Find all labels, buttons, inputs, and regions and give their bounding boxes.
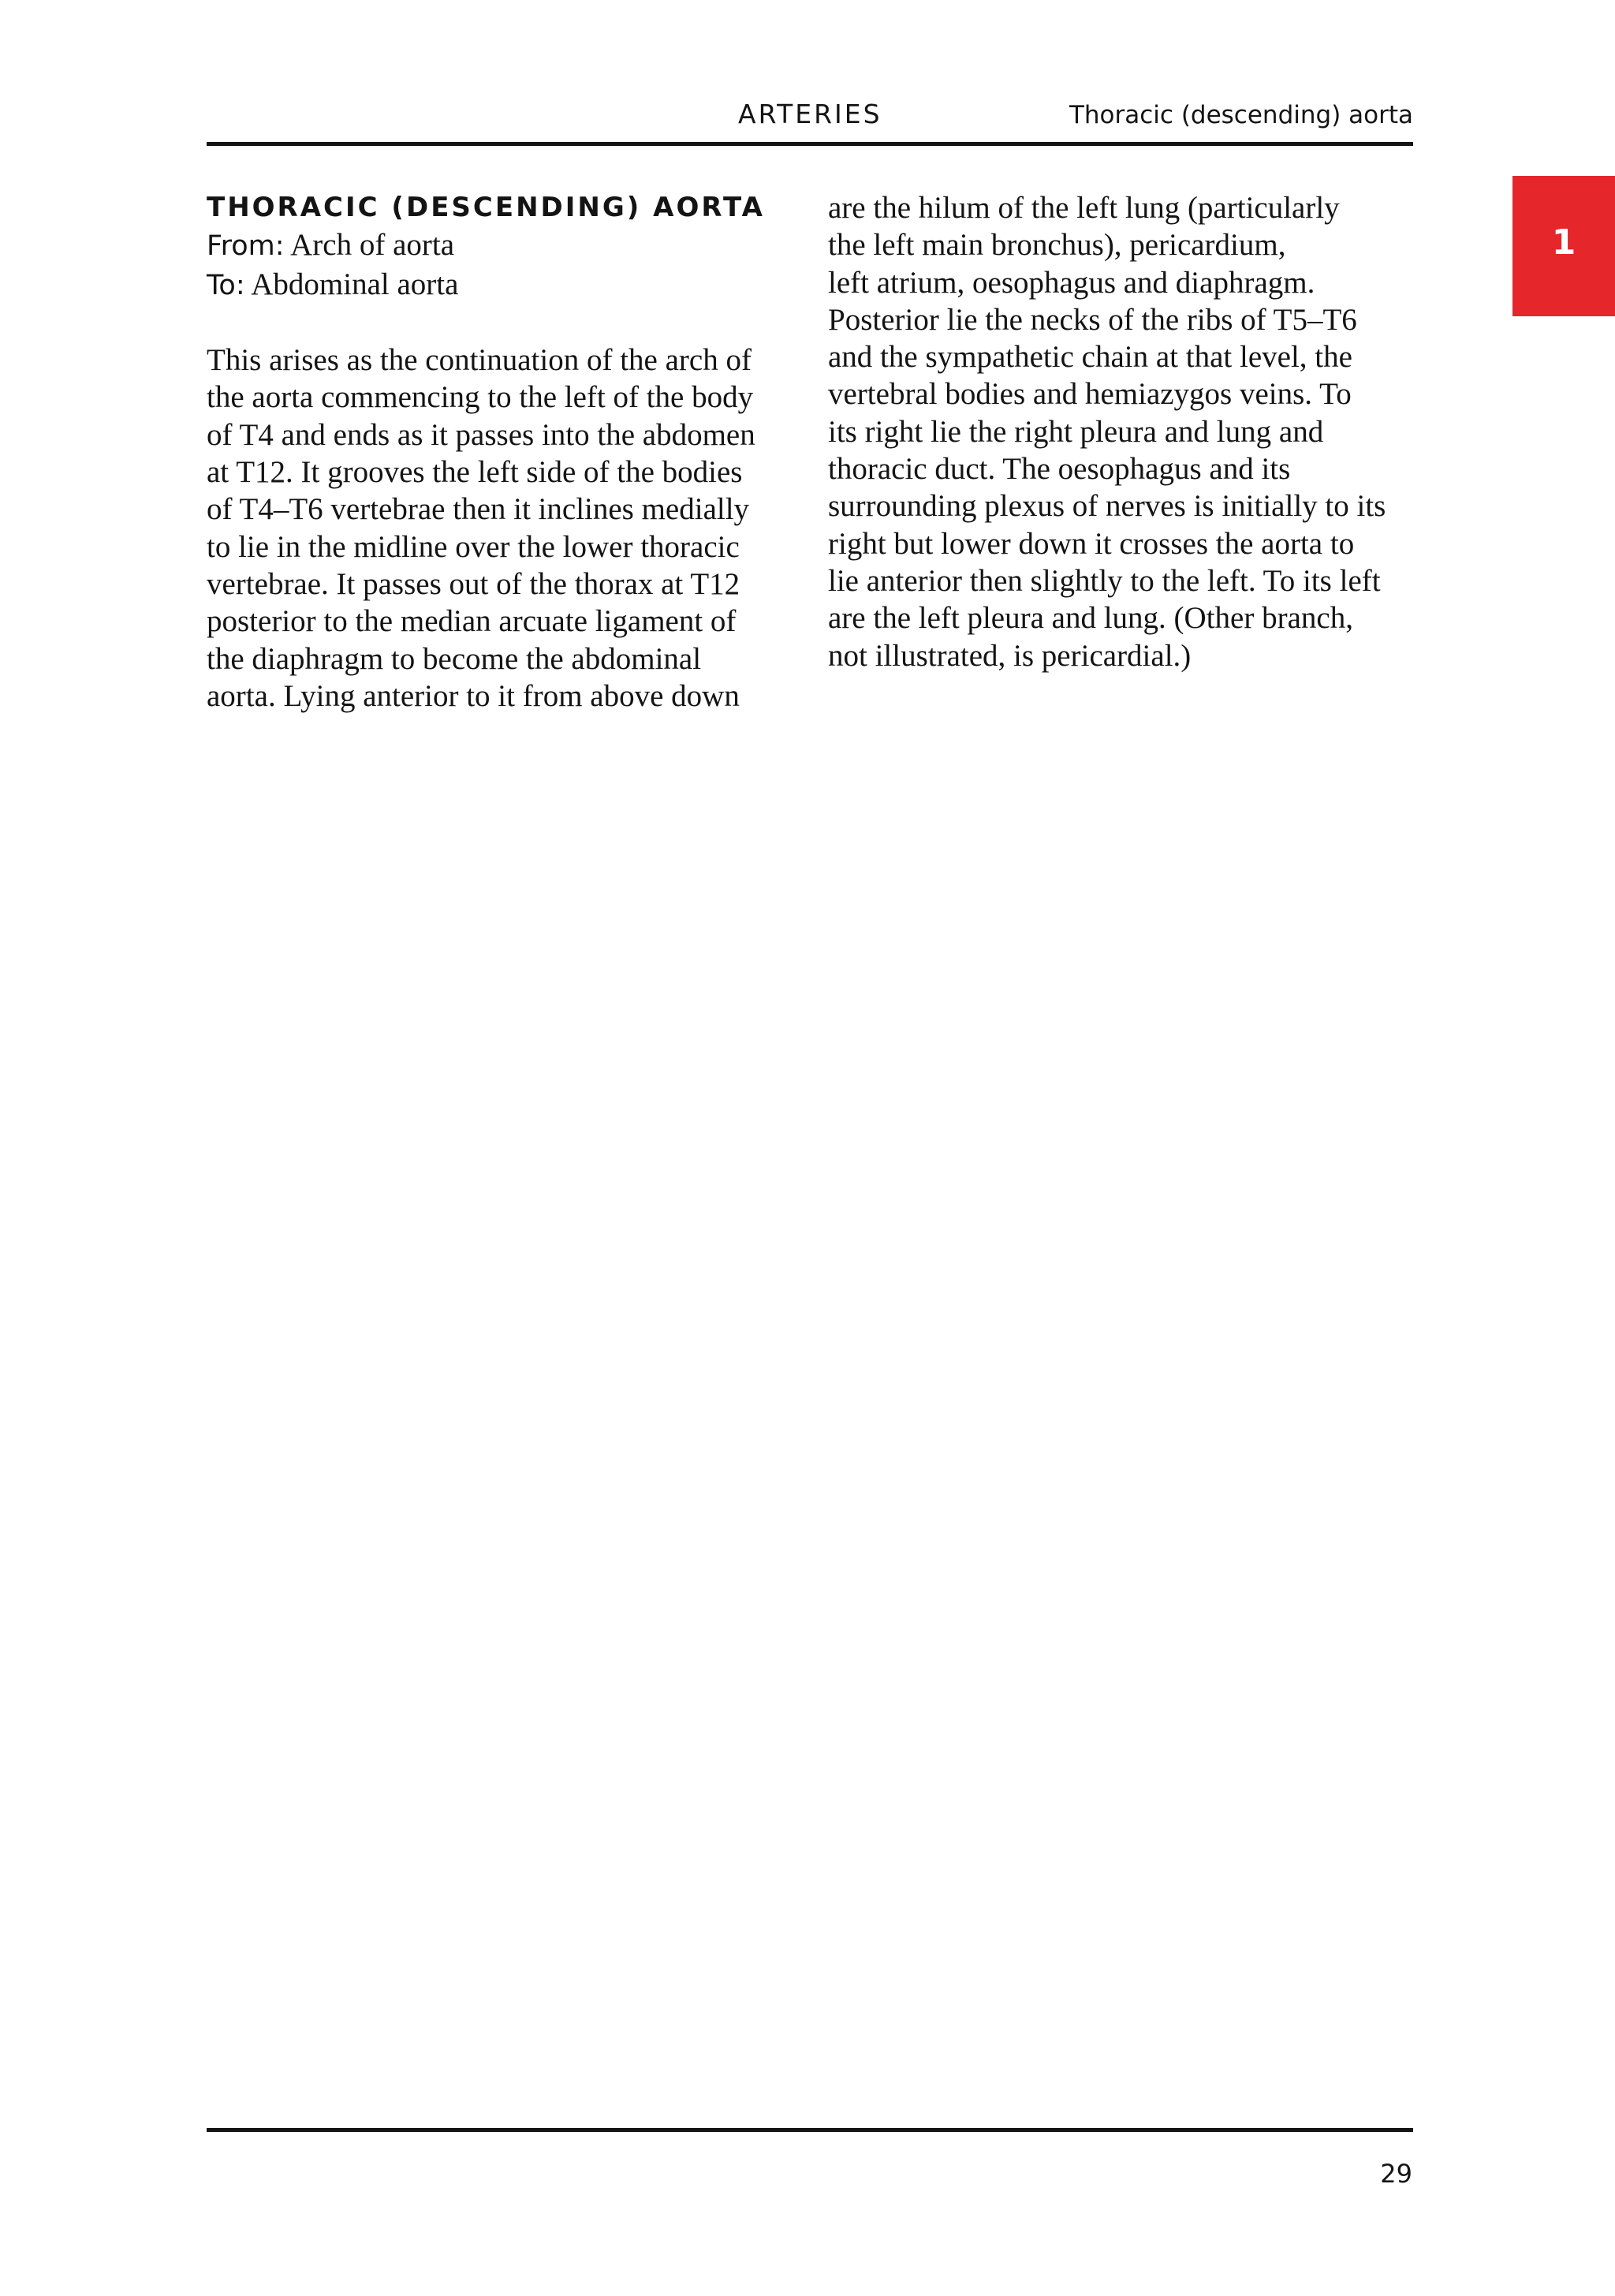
running-header-topic: Thoracic (descending) aorta <box>1069 101 1413 129</box>
running-header-section: ARTERIES <box>738 99 882 129</box>
text-line: right but lower down it crosses the aorta to <box>828 526 1355 561</box>
right-column <box>828 189 1419 674</box>
text-line: at T12. It grooves the left side of the bodies <box>207 455 743 490</box>
header-rule <box>207 142 1413 146</box>
to-label: To: <box>207 269 245 301</box>
from-value: Arch of aorta <box>290 228 455 263</box>
entry-title: THORACIC (DESCENDING) AORTA <box>207 192 765 223</box>
entry-from-line <box>207 226 798 265</box>
text-line: and the sympathetic chain at that level, the <box>828 340 1352 375</box>
text-line: the aorta commencing to the left of the body <box>207 380 754 415</box>
chapter-tab <box>1512 176 1615 316</box>
text-line: vertebrae. It passes out of the thorax at T12 <box>207 566 740 601</box>
text-line: the diaphragm to become the abdominal <box>207 641 702 676</box>
page-number: 29 <box>1380 2159 1412 2189</box>
body-paragraph-left <box>207 342 798 715</box>
text-line: surrounding plexus of nerves is initially to its <box>828 489 1386 524</box>
footer-rule <box>207 2128 1413 2132</box>
text-line: This arises as the continuation of the arch of <box>207 343 752 378</box>
entry-to-line <box>207 266 798 304</box>
to-value: Abdominal aorta <box>251 267 459 301</box>
text-line: not illustrated, is pericardial.) <box>828 638 1192 673</box>
text-line: aorta. Lying anterior to it from above down <box>207 678 740 713</box>
chapter-tab-label: 1 <box>1551 222 1576 263</box>
text-line: posterior to the median arcuate ligament of <box>207 604 737 639</box>
text-line: Posterior lie the necks of the ribs of T5–T6 <box>828 302 1357 337</box>
text-line: the left main bronchus), pericardium, <box>828 228 1286 263</box>
left-column <box>207 189 798 715</box>
text-line: to lie in the midline over the lower thoracic <box>207 529 740 564</box>
from-label: From: <box>207 230 285 263</box>
body-paragraph-right <box>828 189 1419 674</box>
text-line: thoracic duct. The oesophagus and its <box>828 452 1291 487</box>
paragraph-gap <box>207 304 798 342</box>
text-line: of T4 and ends as it passes into the abdomen <box>207 417 755 452</box>
text-line: left atrium, oesophagus and diaphragm. <box>828 265 1315 300</box>
text-line: vertebral bodies and hemiazygos veins. To <box>828 377 1352 412</box>
text-line: are the hilum of the left lung (particularly <box>828 191 1340 225</box>
text-line: of T4–T6 vertebrae then it inclines medially <box>207 492 750 527</box>
text-line: its right lie the right pleura and lung and <box>828 414 1324 449</box>
text-line: lie anterior then slightly to the left. To its left <box>828 563 1381 598</box>
text-line: are the left pleura and lung. (Other branch, <box>828 601 1353 636</box>
